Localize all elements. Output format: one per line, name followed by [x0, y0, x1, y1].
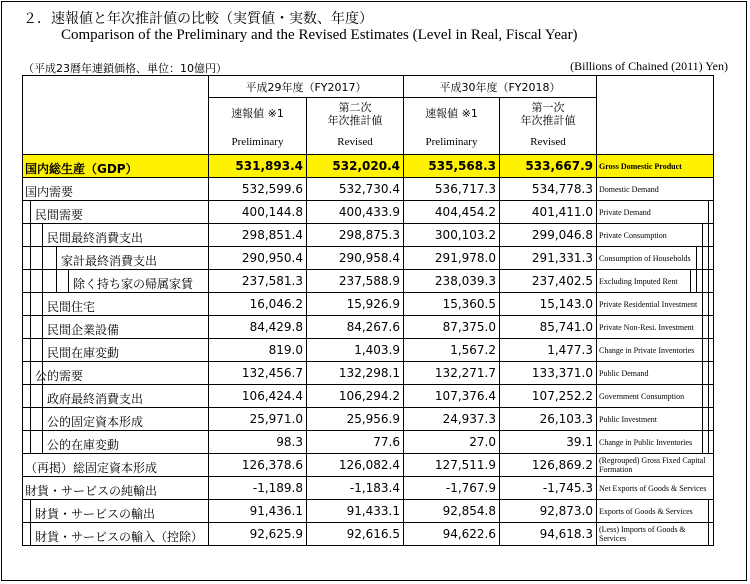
- row-label-en: Exports of Goods & Services: [597, 500, 714, 523]
- row-label: [23, 224, 209, 247]
- row-label-en: Private Residential Investment: [597, 293, 714, 316]
- header-blank-en: [597, 76, 714, 155]
- value-cell: 85,741.0: [500, 316, 597, 339]
- table-row: [23, 316, 714, 339]
- row-label: [23, 201, 209, 224]
- table-row: [23, 523, 714, 546]
- bracket-line: [42, 224, 43, 362]
- row-label: [23, 270, 209, 293]
- bracket-line: [30, 500, 31, 546]
- header-prelim-jp: 速報値 ※1: [209, 98, 307, 130]
- table-row: [23, 293, 714, 316]
- value-cell: 27.0: [404, 431, 500, 454]
- value-cell: 290,958.4: [307, 247, 404, 270]
- value-cell: -1,745.3: [500, 477, 597, 500]
- value-cell: 533,667.9: [500, 155, 597, 178]
- row-label: [23, 362, 209, 385]
- value-cell: 126,869.2: [500, 454, 597, 477]
- bracket-line: [42, 362, 43, 454]
- value-cell: 92,873.0: [500, 500, 597, 523]
- value-cell: 400,433.9: [307, 201, 404, 224]
- row-label: [23, 247, 209, 270]
- row-label-en: Public Investment: [597, 408, 714, 431]
- unit-note-jp: （平成23暦年連鎖価格、単位：10億円）: [23, 62, 227, 75]
- row-label: [23, 316, 209, 339]
- value-cell: 1,567.2: [404, 339, 500, 362]
- value-cell: 532,730.4: [307, 178, 404, 201]
- value-cell: 237,581.3: [209, 270, 307, 293]
- estimates-table: [22, 75, 714, 546]
- unit-note-en: (Billions of Chained (2011) Yen): [570, 59, 728, 73]
- value-cell: 106,424.4: [209, 385, 307, 408]
- row-label-text: （再掲）総固定資本形成: [25, 461, 158, 475]
- header-revised-jp: 第一次 年次推計値: [500, 98, 597, 130]
- value-cell: 92,625.9: [209, 523, 307, 546]
- value-cell: 94,618.3: [500, 523, 597, 546]
- title-jp: ２．速報値と年次推計値の比較（実質値・実数、年度）: [23, 11, 373, 27]
- table-row: [23, 385, 714, 408]
- bracket-line: [702, 362, 703, 454]
- value-cell: 401,411.0: [500, 201, 597, 224]
- row-label-text: 家計最終消費支出: [61, 254, 158, 268]
- row-label: [23, 408, 209, 431]
- value-cell: 26,103.3: [500, 408, 597, 431]
- value-cell: 536,717.3: [404, 178, 500, 201]
- value-cell: 15,360.5: [404, 293, 500, 316]
- table-row: [23, 454, 714, 477]
- value-cell: 133,371.0: [500, 362, 597, 385]
- value-cell: 299,046.8: [500, 224, 597, 247]
- table-row: [23, 224, 714, 247]
- value-cell: 132,271.7: [404, 362, 500, 385]
- bracket-line: [708, 500, 709, 546]
- value-cell: 238,039.3: [404, 270, 500, 293]
- row-label-text: 財貨・サービスの純輸出: [25, 484, 158, 498]
- bracket-line: [696, 247, 697, 293]
- value-cell: 91,436.1: [209, 500, 307, 523]
- value-cell: 237,402.5: [500, 270, 597, 293]
- value-cell: 291,978.0: [404, 247, 500, 270]
- value-cell: 16,046.2: [209, 293, 307, 316]
- header-prelim-en: Preliminary: [404, 130, 500, 155]
- value-cell: -1,767.9: [404, 477, 500, 500]
- table-row: [23, 270, 714, 293]
- row-label: [23, 339, 209, 362]
- value-cell: 107,376.4: [404, 385, 500, 408]
- row-label-en: Private Demand: [597, 201, 714, 224]
- value-cell: 290,950.4: [209, 247, 307, 270]
- row-label-en: (Regrouped) Gross Fixed Capital Formation: [597, 454, 714, 477]
- value-cell: 298,851.4: [209, 224, 307, 247]
- year-header-fy2017: 平成29年度（FY2017）: [209, 76, 404, 98]
- header-revised-en: Revised: [500, 130, 597, 155]
- value-cell: 39.1: [500, 431, 597, 454]
- bracket-line: [702, 224, 703, 362]
- row-label-en: Government Consumption: [597, 385, 714, 408]
- value-cell: 98.3: [209, 431, 307, 454]
- value-cell: 24,937.3: [404, 408, 500, 431]
- bracket-line: [30, 201, 31, 454]
- value-cell: 1,403.9: [307, 339, 404, 362]
- value-cell: -1,189.8: [209, 477, 307, 500]
- table-row: [23, 477, 714, 500]
- row-label: [23, 454, 209, 477]
- row-label: [23, 523, 209, 546]
- row-label-en: Private Non-Resi. Investment: [597, 316, 714, 339]
- value-cell: 87,375.0: [404, 316, 500, 339]
- value-cell: 404,454.2: [404, 201, 500, 224]
- row-label-text: 公的需要: [35, 369, 84, 383]
- value-cell: 92,616.5: [307, 523, 404, 546]
- row-label: [23, 385, 209, 408]
- row-label: [23, 293, 209, 316]
- row-label-en: Excluding Imputed Rent: [597, 270, 714, 293]
- value-cell: 107,252.2: [500, 385, 597, 408]
- value-cell: 25,971.0: [209, 408, 307, 431]
- value-cell: 291,331.3: [500, 247, 597, 270]
- row-label-text: 民間住宅: [47, 300, 96, 314]
- header-prelim-jp: 速報値 ※1: [404, 98, 500, 130]
- bracket-line: [708, 201, 709, 454]
- value-cell: -1,183.4: [307, 477, 404, 500]
- table-row: [23, 408, 714, 431]
- value-cell: 106,294.2: [307, 385, 404, 408]
- value-cell: 535,568.3: [404, 155, 500, 178]
- table-row: [23, 431, 714, 454]
- row-label-en: Private Consumption: [597, 224, 714, 247]
- value-cell: 298,875.3: [307, 224, 404, 247]
- value-cell: 84,267.6: [307, 316, 404, 339]
- bracket-line: [690, 270, 691, 293]
- row-label-en: (Less) Imports of Goods & Services: [597, 523, 714, 546]
- row-label: [23, 431, 209, 454]
- value-cell: 132,456.7: [209, 362, 307, 385]
- value-cell: 91,433.1: [307, 500, 404, 523]
- row-label-text: 国内総生産（GDP）: [25, 162, 138, 176]
- title-en: Comparison of the Preliminary and the Revised Estimates (Level in Real, Fiscal Year): [61, 27, 578, 43]
- value-cell: 532,599.6: [209, 178, 307, 201]
- value-cell: 132,298.1: [307, 362, 404, 385]
- row-label-text: 財貨・サービスの輸入（控除）: [35, 530, 204, 544]
- table-row: [23, 339, 714, 362]
- header-blank: [23, 76, 209, 155]
- row-label: [23, 155, 209, 178]
- value-cell: 15,926.9: [307, 293, 404, 316]
- table-row: [23, 178, 714, 201]
- header-revised-en: Revised: [307, 130, 404, 155]
- row-label-en: Change in Public Inventories: [597, 431, 714, 454]
- row-label-text: 財貨・サービスの輸出: [35, 507, 156, 521]
- value-cell: 237,588.9: [307, 270, 404, 293]
- value-cell: 25,956.9: [307, 408, 404, 431]
- value-cell: 126,082.4: [307, 454, 404, 477]
- value-cell: 94,622.6: [404, 523, 500, 546]
- row-label-text: 民間需要: [35, 208, 84, 222]
- header-prelim-en: Preliminary: [209, 130, 307, 155]
- row-label-text: 除く持ち家の帰属家賃: [73, 277, 194, 291]
- table-row: [23, 201, 714, 224]
- row-label-en: Change in Private Inventories: [597, 339, 714, 362]
- value-cell: 534,778.3: [500, 178, 597, 201]
- row-label-text: 民間最終消費支出: [47, 231, 144, 245]
- bracket-line: [56, 247, 57, 293]
- row-label-text: 公的在庫変動: [47, 438, 120, 452]
- row-label: [23, 477, 209, 500]
- header-revised-jp: 第二次 年次推計値: [307, 98, 404, 130]
- row-label: [23, 500, 209, 523]
- value-cell: 15,143.0: [500, 293, 597, 316]
- value-cell: 819.0: [209, 339, 307, 362]
- value-cell: 84,429.8: [209, 316, 307, 339]
- value-cell: 532,020.4: [307, 155, 404, 178]
- bracket-line: [68, 270, 69, 293]
- table-row: [23, 362, 714, 385]
- value-cell: 126,378.6: [209, 454, 307, 477]
- row-label-text: 民間在庫変動: [47, 346, 120, 360]
- row-label-text: 民間企業設備: [47, 323, 120, 337]
- row-label: [23, 178, 209, 201]
- table-row: [23, 247, 714, 270]
- row-label-en: Domestic Demand: [597, 178, 714, 201]
- value-cell: 300,103.2: [404, 224, 500, 247]
- value-cell: 77.6: [307, 431, 404, 454]
- value-cell: 127,511.9: [404, 454, 500, 477]
- row-label-en: Public Demand: [597, 362, 714, 385]
- row-label-text: 公的固定資本形成: [47, 415, 144, 429]
- value-cell: 531,893.4: [209, 155, 307, 178]
- value-cell: 400,144.8: [209, 201, 307, 224]
- row-label-en: Consumption of Households: [597, 247, 714, 270]
- value-cell: 1,477.3: [500, 339, 597, 362]
- row-label-text: 政府最終消費支出: [47, 392, 144, 406]
- year-header-fy2018: 平成30年度（FY2018）: [404, 76, 597, 98]
- row-label-en: Gross Domestic Product: [597, 155, 714, 178]
- value-cell: 92,854.8: [404, 500, 500, 523]
- table-row: [23, 500, 714, 523]
- row-label-en: Net Exports of Goods & Services: [597, 477, 714, 500]
- table-row: [23, 155, 714, 178]
- row-label-text: 国内需要: [25, 185, 74, 199]
